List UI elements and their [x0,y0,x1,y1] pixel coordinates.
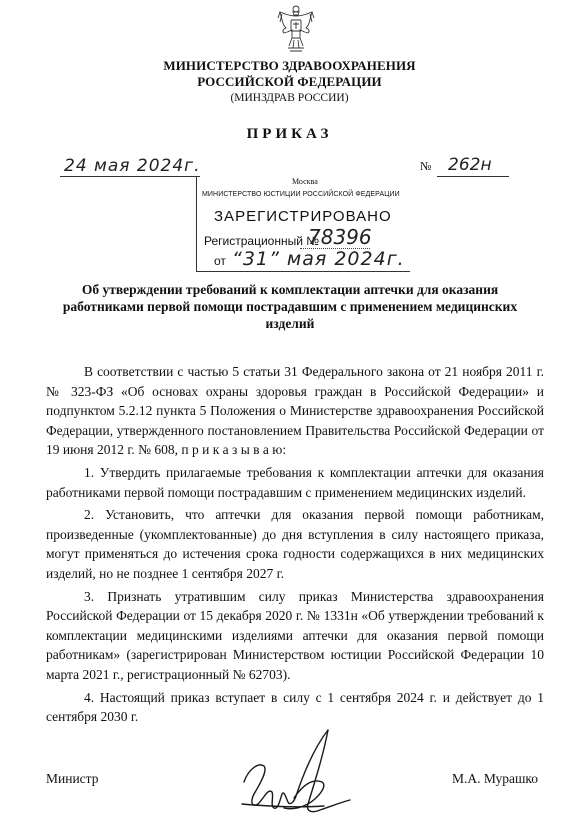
clause-3: 3. Признать утратившим силу приказ Министерства здравоохранения Российской Федерации от 15 декабря 2020 г. № 1331н «Об утверждении требований к комплектации медицинскими изделиями аптечки для оказания первой помощи работникам» (зарегистрирован Министерством юстиции Российской Федерации 10 марта 2021 г., регистрационный № 62703). [46,588,544,682]
document-type: ПРИКАЗ [246,126,333,142]
ministry-line-2: РОССИЙСКОЙ ФЕДЕРАЦИИ [197,74,382,89]
clause-2: 2. Установить, что аптечки для оказания первой помощи работникам, произведенные (укомплектованные) до дня вступления в силу настоящего приказа, могут применяться до истечения срока годности содержащихся в них медицинских изделий, но не позднее 1 сентября 2027 г. [46,507,544,581]
document-body [46,362,544,730]
handwritten-signature [224,722,354,832]
document-title: Об утверждении требований к комплектации аптечки для оказания работниками первой помощи пострадавшим с применением медицинских изделий [62,282,518,331]
stamp-reg-number-label: Регистрационный № [204,234,320,248]
ministry-line-1: МИНИСТЕРСТВО ЗДРАВООХРАНЕНИЯ [163,58,416,73]
ministry-name [0,58,579,90]
coat-of-arms-icon [276,4,316,56]
stamp-status: ЗАРЕГИСТРИРОВАНО [214,208,392,225]
stamp-reg-number: 78396 [308,225,372,249]
stamp-organization: МИНИСТЕРСТВО ЮСТИЦИИ РОССИЙСКОЙ ФЕДЕРАЦИИ [202,191,400,198]
order-date: 24 мая 2024г. [64,156,201,176]
stamp-reg-date: “31” мая 2024г. [232,248,405,270]
stamp-left-border [196,176,197,272]
clause-1: 1. Утвердить прилагаемые требования к комплектации аптечки для оказания работниками первой помощи пострадавшим с применением медицинских изделий. [46,464,544,500]
stamp-city: Москва [292,177,318,186]
order-number: 262н [448,155,492,175]
signatory-name: М.А. Мурашко [452,771,539,786]
stamp-bottom-border [196,271,410,272]
ministry-short-name: (МИНЗДРАВ РОССИИ) [230,92,349,104]
stamp-date-label: от [214,254,226,268]
preamble-paragraph: В соответствии с частью 5 статьи 31 Федерального закона от 21 ноября 2011 г. № 323-ФЗ «Об основах охраны здоровья граждан в Российской Федерации» и подпунктом 5.2.12 пункта 5 Положения о Министерстве здравоохранения Российской Федерации, утвержденного постановлением Правительства Российской Федерации от 19 июня 2012 г. № 608, п р и к а з ы в а ю: [46,364,544,458]
order-number-label: № [420,159,432,173]
signatory-role: Министр [46,771,99,786]
clause-4: 4. Настоящий приказ вступает в силу с 1 сентября 2024 г. и действует до 1 сентября 2030 г. [46,689,544,725]
number-underline [437,176,509,177]
date-underline [60,176,200,177]
